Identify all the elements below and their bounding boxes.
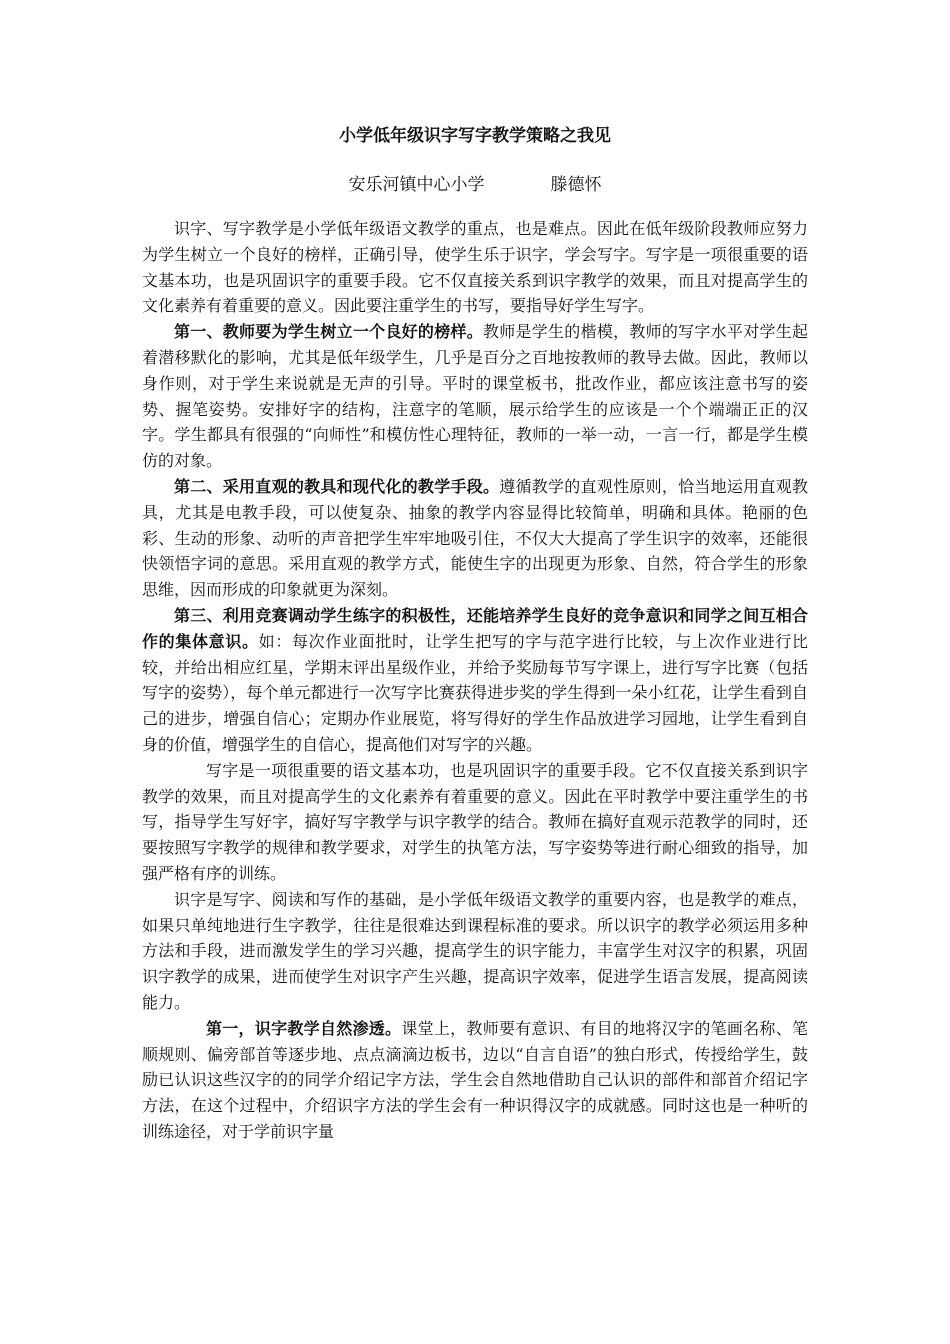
paragraph-heading: 第一，识字教学自然渗透。 [206,1018,402,1038]
author-name: 滕德怀 [550,175,602,195]
paragraph-literacy-point-1: 第一，识字教学自然渗透。课堂上，教师要有意识、有目的地将汉字的笔画名称、笔顺规则、偏旁部首等逐步地、点点滴滴边板书，边以“自言自语”的独白形式，传授给学生，鼓励已认识这些汉字的的同学介绍记字方法，学生会自然地借助自己认识的部件和部首介绍记字方法，在这个过程中，介绍识字方法的学生会有一种识得汉字的成就感。同时这也是一种听的训练途径，对于学前识字量 [142,1018,808,1141]
paragraph-heading: 第二、采用直观的教具和现代化的教学手段。 [174,476,500,496]
paragraph-heading: 第一、教师要为学生树立一个良好的榜样。 [174,322,483,342]
paragraph-point-1: 第一、教师要为学生树立一个良好的榜样。教师是学生的楷模，教师的写字水平对学生起着潜移默化的影响，尤其是低年级学生，几乎是百分之百地按教师的教导去做。因此，教师以身作则，对于学生来说就是无声的引导。平时的课堂板书，批改作业，都应该注意书写的姿势、握笔姿势。安排好字的结构，注意字的笔顺，展示给学生的应该是一个个端端正正的汉字。学生都具有很强的“向师性”和模仿性心理特征，教师的一举一动，一言一行，都是学生模仿的对象。 [142,322,808,471]
paragraph-intro: 识字、写字教学是小学低年级语文教学的重点，也是难点。因此在低年级阶段教师应努力为学生树立一个良好的榜样，正确引导，使学生乐于识字，学会写字。写字是一项很重要的语文基本功，也是巩固识字的重要手段。它不仅直接关系到识字教学的效果，而且对提高学生的文化素养有着重要的意义。因此要注重学生的书写，要指导好学生写字。 [142,219,808,316]
paragraph-point-3: 第三、利用竞赛调动学生练字的积极性，还能培养学生良好的竞争意识和同学之间互相合作的集体意识。如：每次作业面批时，让学生把写的字与范字进行比较，与上次作业进行比较，并给出相应红星，学期末评出星级作业，并给予奖励每节写字课上，进行写字比赛（包括写字的姿势），每个单元都进行一次写字比赛获得进步奖的学生得到一朵小红花，让学生看到自己的进步，增强自信心；定期办作业展览，将写得好的学生作品放进学习园地，让学生看到自身的价值，增强学生的自信心，提高他们对写字的兴趣。 [142,605,808,754]
document-title: 小学低年级识字写字教学策略之我见 [339,126,611,146]
paragraph-literacy: 识字是写字、阅读和写作的基础，是小学低年级语文教学的重要内容，也是教学的难点，如果只单纯地进行生字教学，往往是很难达到课程标准的要求。所以识字的教学必须运用多种方法和手段，进而激发学生的学习兴趣，提高学生的识字能力，丰富学生对汉字的积累，巩固识字教学的成果，进而使学生对识字产生兴趣，提高识字效率，促进学生语言发展，提高阅读能力。 [142,889,808,1012]
document-body [142,216,808,1145]
school-name: 安乐河镇中心小学 [348,175,485,195]
byline [142,170,808,200]
paragraph-heading: 第三、利用竞赛调动学生练字的积极性，还能培养学生良好的竞争意识和同学之间互相合作的集体意识。 [142,605,808,651]
paragraph-point-2: 第二、采用直观的教具和现代化的教学手段。遵循教学的直观性原则，恰当地运用直观教具，尤其是电教手段，可以使复杂、抽象的教学内容显得比较简单，明确和具体。艳丽的色彩、生动的形象、动听的声音把学生牢牢地吸引住，不仅大大提高了学生识字的效率，还能很快领悟字词的意思。采用直观的教学方式，能使生字的出现更为形象、自然，符合学生的形象思维，因而形成的印象就更为深刻。 [142,476,808,600]
paragraph-writing: 写字是一项很重要的语文基本功，也是巩固识字的重要手段。它不仅直接关系到识字教学的效果，而且对提高学生的文化素养有着重要的意义。因此在平时教学中要注重学生的书写，指导学生写好字，搞好写字教学与识字教学的结合。教师在搞好直观示范教学的同时，还要按照写字教学的规律和教学要求，对学生的执笔方法，写字姿势等进行耐心细致的指导，加强严格有序的训练。 [142,760,808,883]
document-page [142,120,808,1145]
